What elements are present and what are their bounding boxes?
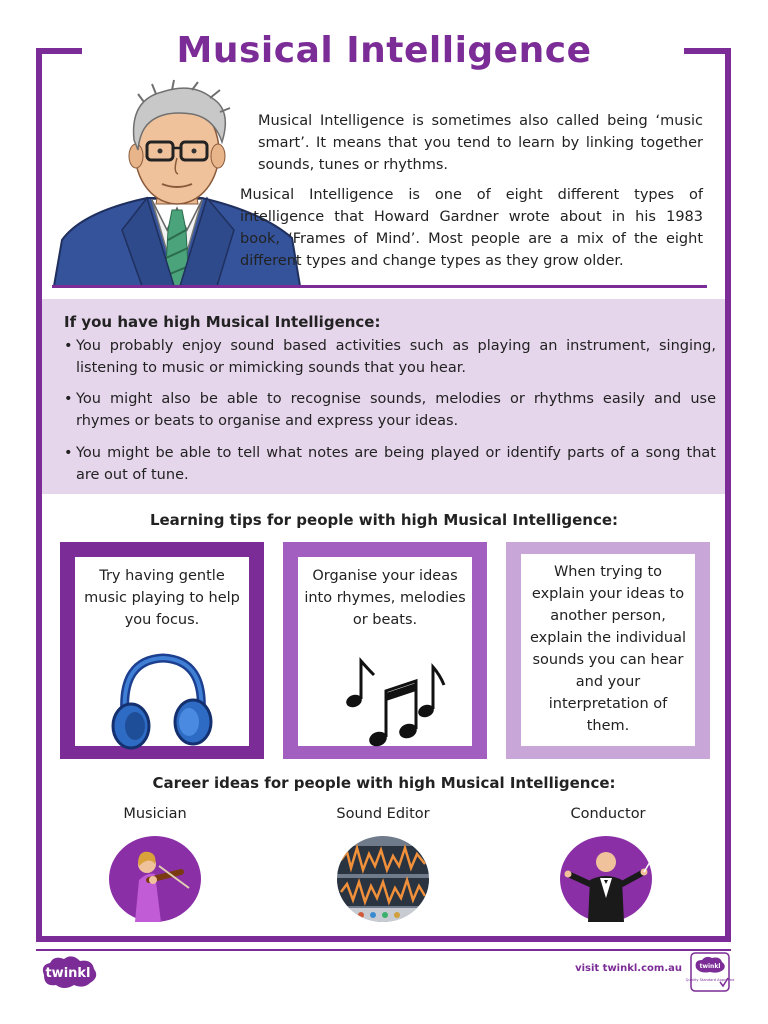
twinkl-logo [38, 955, 98, 989]
bullet-text: You might also be able to recognise sounds, melodies or rhythms easily and use rhymes or beats to organise and express your ideas. [76, 391, 716, 429]
high-intelligence-heading: If you have high Musical Intelligence: [64, 313, 381, 331]
career-label-sound-editor: Sound Editor [336, 806, 430, 822]
tip-card-inner [521, 554, 695, 746]
quality-standard-badge [685, 952, 735, 992]
sound-editor-icon [337, 836, 429, 922]
bullet-dot: • [64, 338, 73, 354]
visit-link[interactable]: visit twinkl.com.au [575, 963, 682, 974]
logo-text: twinkl [45, 966, 91, 981]
bullet-text: You might be able to tell what notes are being played or identify parts of a song that are out of tune. [76, 445, 716, 483]
high-intelligence-panel [42, 299, 725, 494]
badge-caption: Quality Standard Approved [685, 978, 735, 982]
bullet-dot: • [64, 445, 73, 461]
violinist-icon [109, 836, 201, 922]
conductor-icon [560, 836, 652, 922]
tip-card-inner [75, 557, 249, 746]
footer-divider [36, 949, 731, 951]
frame-bottom [36, 936, 731, 942]
career-label-musician: Musician [123, 806, 187, 822]
tip-text: Organise your ideas into rhymes, melodies or beats. [304, 568, 466, 628]
bullet-dot: • [64, 391, 73, 407]
tip-card [283, 542, 487, 759]
music-notes-icon [338, 653, 448, 753]
tip-card [506, 542, 710, 759]
tip-card-inner [298, 557, 472, 746]
tip-text: Try having gentle music playing to help you focus. [84, 568, 240, 628]
intro-paragraph-2: Musical Intelligence is one of eight different types of intelligence that Howard Gardner wrote about in his 1983 book, ‘Frames of Mind’. Most people are a mix of the eight different types and change types as they grow older. [240, 187, 703, 269]
frame-right [725, 48, 731, 941]
bullet-item [64, 335, 716, 379]
tip-card [60, 542, 264, 759]
headphones-icon [107, 652, 217, 752]
intro-paragraph-1: Musical Intelligence is sometimes also called being ‘music smart’. It means that you tend to learn by linking together sounds, tunes or rhythms. [258, 113, 703, 173]
bullet-item [64, 388, 716, 432]
tip-text: When trying to explain your ideas to another person, explain the individual sounds you can hear and your interpretation of them. [530, 564, 686, 734]
page-title: Musical Intelligence [176, 30, 592, 71]
frame-left [36, 48, 42, 941]
career-ideas-heading: Career ideas for people with high Musical Intelligence: [152, 774, 616, 792]
learning-tips-heading: Learning tips for people with high Musical Intelligence: [149, 511, 619, 529]
bullet-item [64, 442, 716, 486]
bullet-text: You probably enjoy sound based activities such as playing an instrument, singing, listening to music or mimicking sounds that you hear. [76, 338, 716, 376]
intro-divider [52, 285, 707, 288]
badge-logo-text: twinkl [699, 963, 721, 970]
career-label-conductor: Conductor [570, 806, 646, 822]
